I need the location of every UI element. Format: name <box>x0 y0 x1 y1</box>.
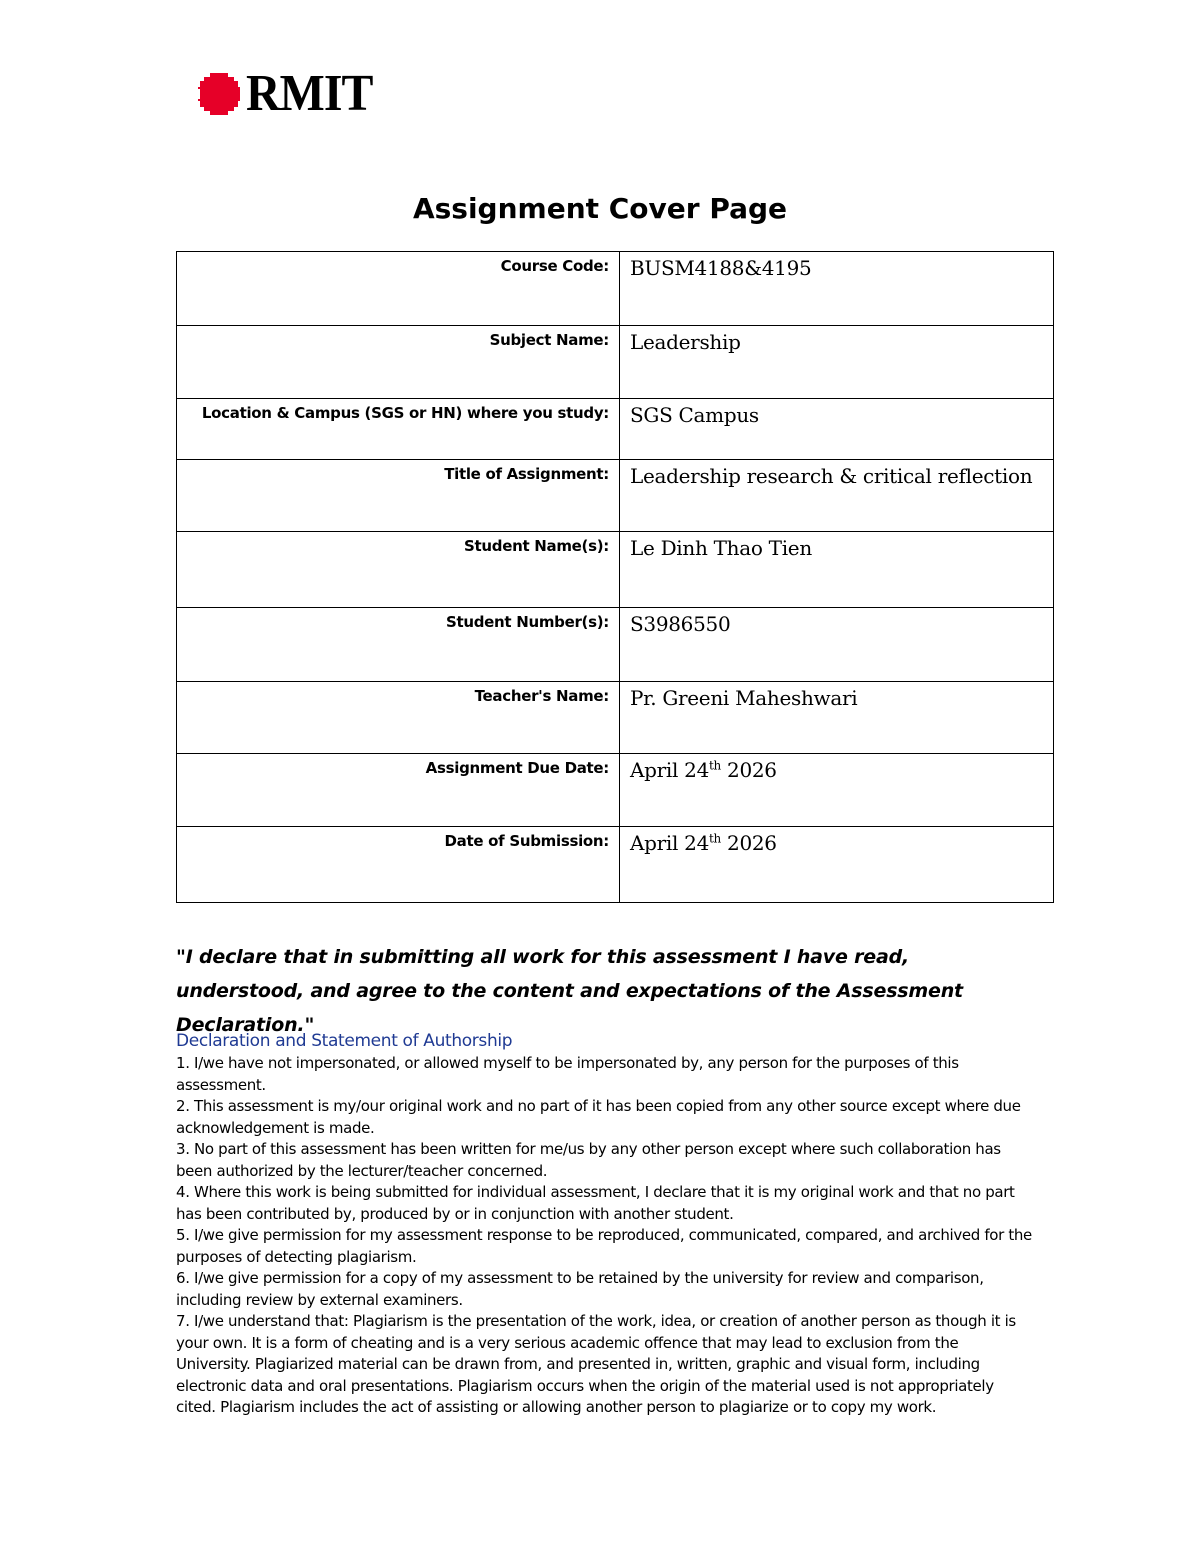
table-row <box>177 532 1054 608</box>
teacher-name-label: Teacher's Name: <box>177 682 620 754</box>
page-title: Assignment Cover Page <box>412 192 788 225</box>
table-row <box>177 399 1054 460</box>
due-date-label: Assignment Due Date: <box>177 754 620 827</box>
subject-name-label: Subject Name: <box>177 326 620 399</box>
declaration-quote: "I declare that in submitting all work for this assessment I have read, understood, and agree to the content and expectations of the Assessment Declaration." <box>176 946 963 1036</box>
table-row <box>177 460 1054 532</box>
student-name-label: Student Name(s): <box>177 532 620 608</box>
table-row <box>177 754 1054 827</box>
authorship-title: Declaration and Statement of Authorship <box>176 1031 513 1051</box>
list-item: 2. This assessment is my/our original work and no part of it has been copied from any other source except where due acknowledgement is made. <box>176 1097 1021 1137</box>
authorship-section <box>176 1030 1036 1419</box>
assignment-title-label: Title of Assignment: <box>177 460 620 532</box>
list-item: 4. Where this work is being submitted for individual assessment, I declare that it is my original work and that no part has been contributed by, produced by or in conjunction with another student. <box>176 1183 1015 1223</box>
rmit-wordmark: RMIT <box>246 65 373 122</box>
location-label: Location & Campus (SGS or HN) where you study: <box>177 399 620 460</box>
submission-date-label: Date of Submission: <box>177 827 620 903</box>
student-number-label: Student Number(s): <box>177 608 620 682</box>
student-name-value: Le Dinh Thao Tien <box>620 532 1054 608</box>
student-number-value: S3986550 <box>620 608 1054 682</box>
table-row <box>177 682 1054 754</box>
subject-name-value: Leadership <box>620 326 1054 399</box>
teacher-name-value: Pr. Greeni Maheshwari <box>620 682 1054 754</box>
rmit-logo <box>196 65 384 122</box>
course-code-value: BUSM4188&4195 <box>620 252 1054 326</box>
course-code-label: Course Code: <box>177 252 620 326</box>
list-item: 5. I/we give permission for my assessment response to be reproduced, communicated, compared, and archived for the purposes of detecting plagiarism. <box>176 1226 1032 1266</box>
table-row <box>177 326 1054 399</box>
table-row <box>177 608 1054 682</box>
location-value: SGS Campus <box>620 399 1054 460</box>
rmit-pixel-icon <box>196 71 242 117</box>
submission-date-value: April 24th 2026 <box>620 827 1054 903</box>
assignment-title-value: Leadership research & critical reflection <box>620 460 1054 532</box>
due-date-value: April 24th 2026 <box>620 754 1054 827</box>
list-item: 3. No part of this assessment has been written for me/us by any other person except where such collaboration has been authorized by the lecturer/teacher concerned. <box>176 1140 1001 1180</box>
cover-details-table <box>176 251 1054 903</box>
list-item: 1. I/we have not impersonated, or allowed myself to be impersonated by, any person for the purposes of this assessment. <box>176 1054 959 1094</box>
list-item: 7. I/we understand that: Plagiarism is the presentation of the work, idea, or creation of another person as though it is your own. It is a form of cheating and is a very serious academic offence that may lead to exclusion from the University. Plagiarized material can be drawn from, and presented in, written, graphic and visual form, including electronic data and oral presentations. Plagiarism occurs when the origin of the material used is not appropriately cited. Plagiarism includes the act of assisting or allowing another person to plagiarize or to copy my work. <box>176 1312 1016 1416</box>
table-row <box>177 252 1054 326</box>
table-row <box>177 827 1054 903</box>
list-item: 6. I/we give permission for a copy of my assessment to be retained by the university for review and comparison, including review by external examiners. <box>176 1269 984 1309</box>
